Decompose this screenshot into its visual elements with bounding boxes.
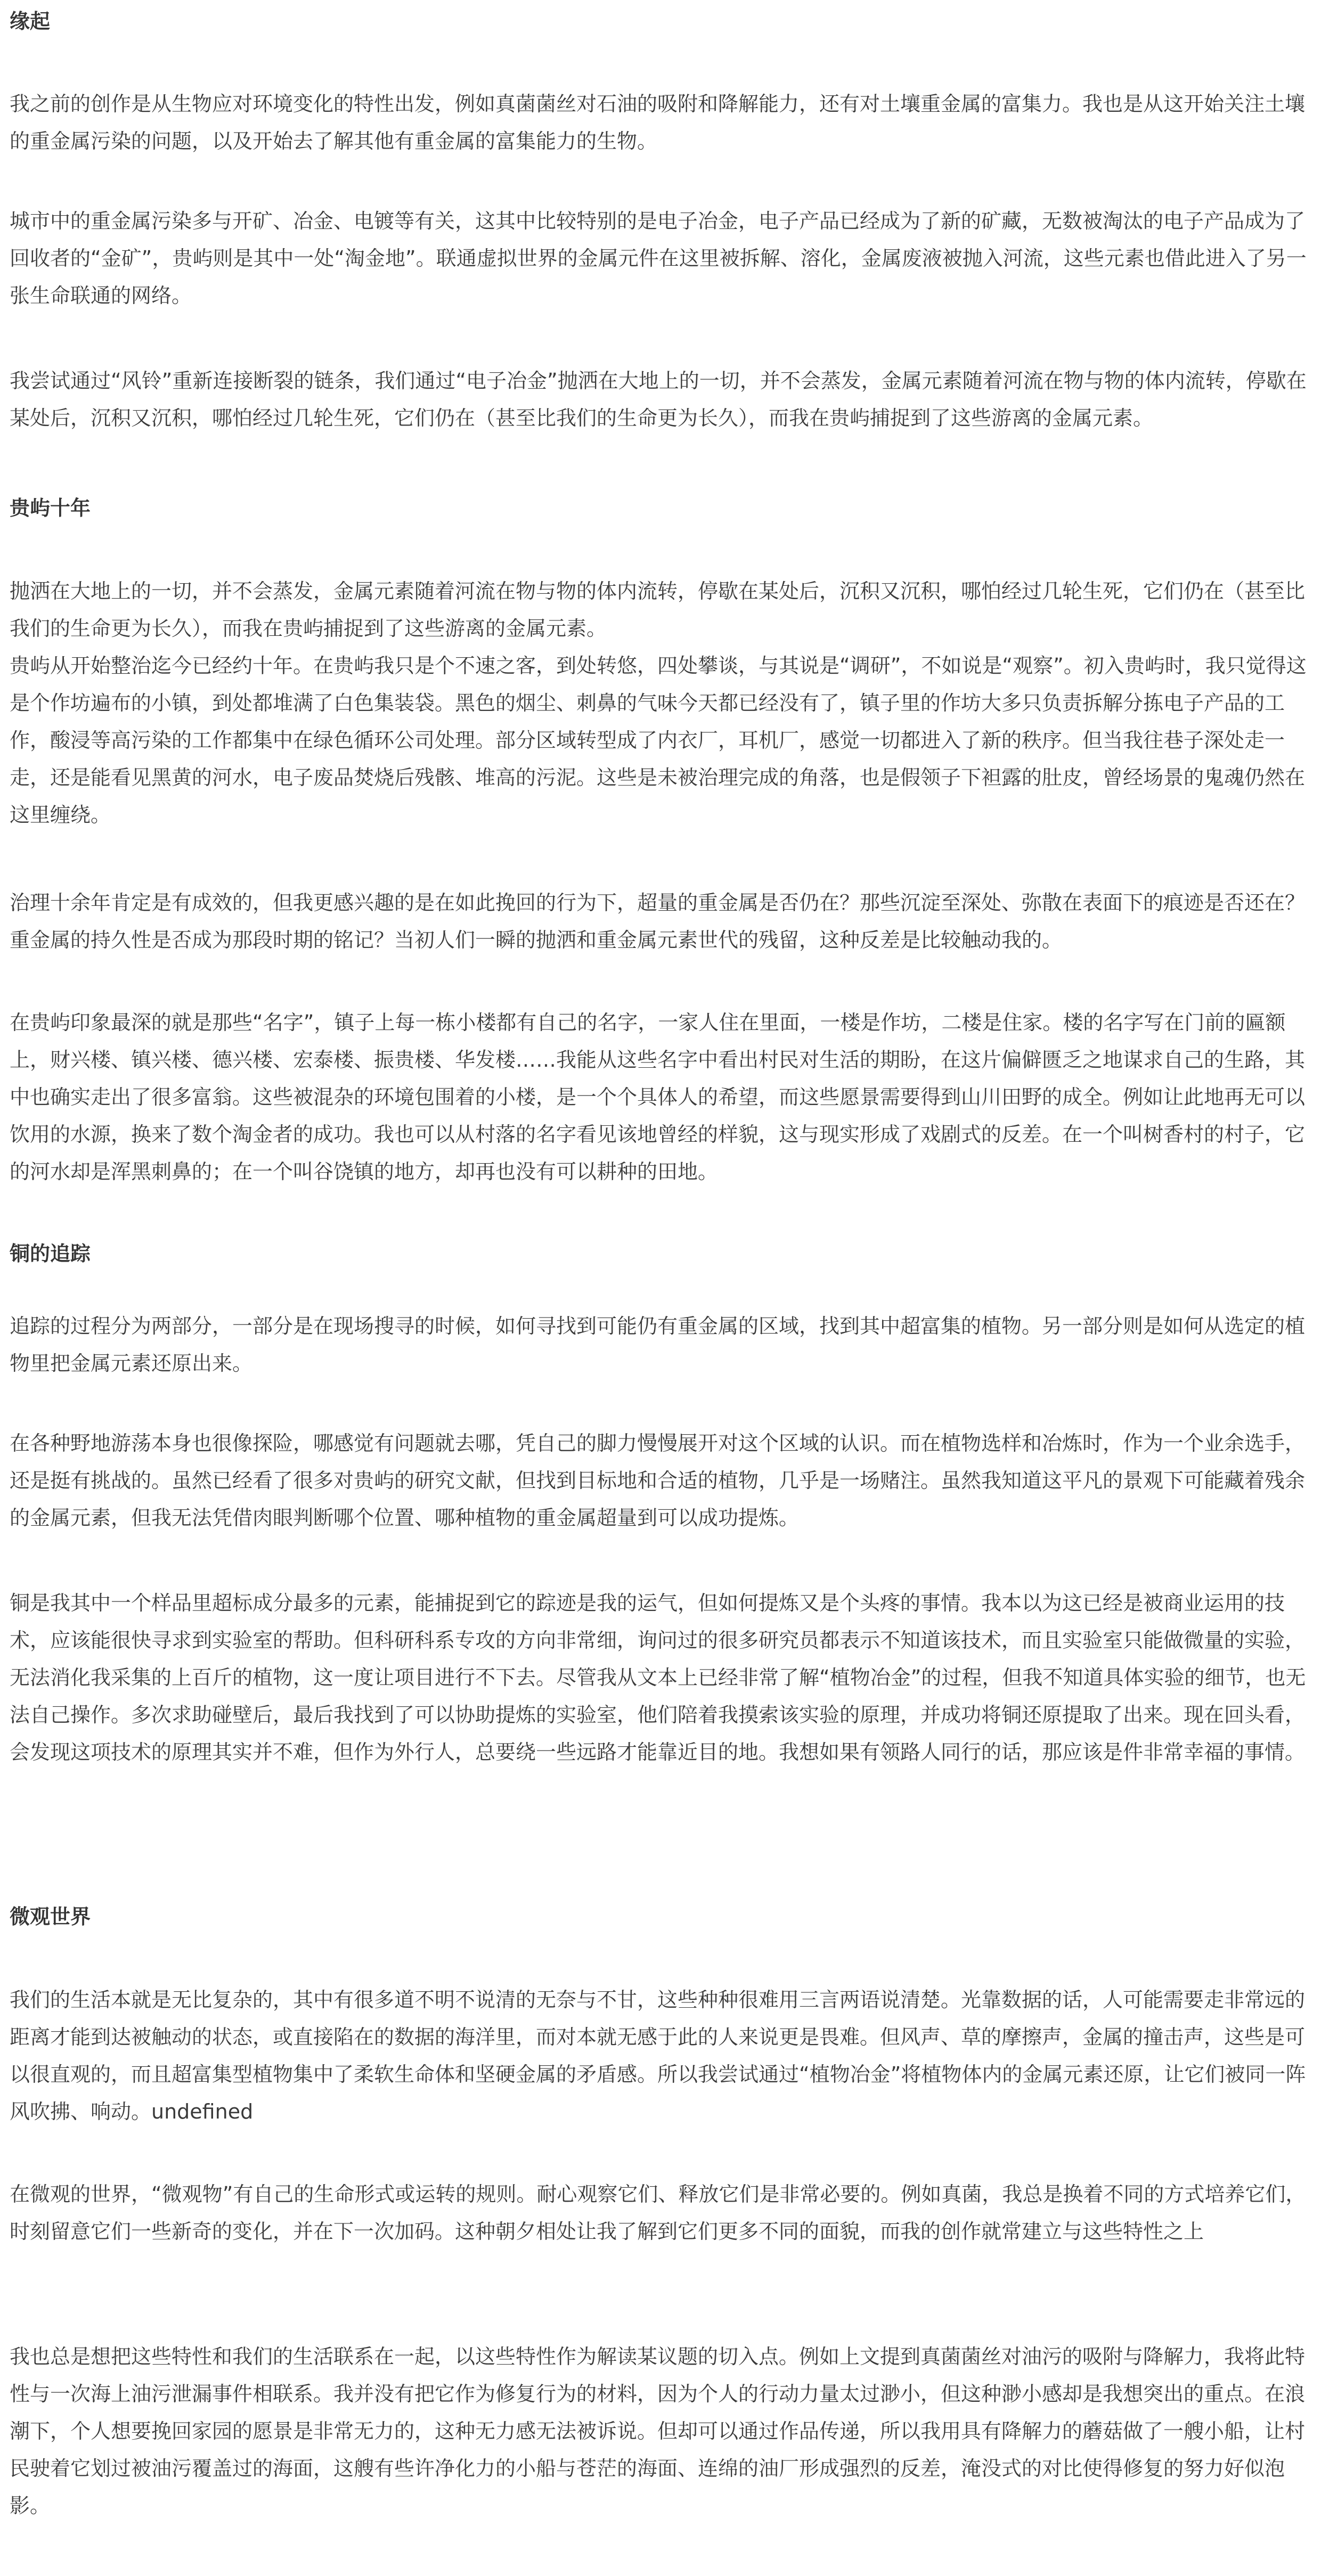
- section-heading-copper-tracking: 铜的追踪: [10, 1242, 91, 1265]
- section-heading-origin: 缘起: [10, 10, 51, 33]
- section-heading-guiyu-decade: 贵屿十年: [10, 496, 91, 520]
- paragraph: 我也总是想把这些特性和我们的生活联系在一起，以这些特性作为解读某议题的切入点。例如上文提到真菌菌丝对油污的吸附与降解力，我将此特性与一次海上油污泄漏事件相联系。我并没有把它作为修复行为的材料，因为个人的行动力量太过渺小，但这种渺小感却是我想突出的重点。在浪潮下，个人想要挽回家园的愿景是非常无力的，这种无力感无法被诉说。但却可以通过作品传递，所以我用具有降解力的蘑菇做了一艘小船，让村民驶着它划过被油污覆盖过的海面，这艘有些许净化力的小船与苍茫的海面、连绵的油厂形成强烈的反差，淹没式的对比使得修复的努力好似泡影。: [10, 2345, 1306, 2517]
- paragraph: 在微观的世界，“微观物”有自己的生命形式或运转的规则。耐心观察它们、释放它们是非常必要的。例如真菌，我总是换着不同的方式培养它们，时刻留意它们一些新奇的变化，并在下一次加码。这种朝夕相处让我了解到它们更多不同的面貌，而我的创作就常建立与这些特性之上: [10, 2182, 1306, 2243]
- paragraph: 城市中的重金属污染多与开矿、冶金、电镀等有关，这其中比较特别的是电子冶金，电子产品已经成为了新的矿藏，无数被淘汰的电子产品成为了回收者的“金矿”，贵屿则是其中一处“淘金地”。联通虚拟世界的金属元件在这里被拆解、溶化，金属废液被抛入河流，这些元素也借此进入了另一张生命联通的网络。: [10, 209, 1307, 307]
- paragraph: 我们的生活本就是无比复杂的，其中有很多道不明不说清的无奈与不甘，这些种种很难用三言两语说清楚。光靠数据的话，人可能需要走非常远的距离才能到达被触动的状态，或直接陷在的数据的海洋里，而对本就无感于此的人来说更是畏难。但风声、草的摩擦声，金属的撞击声，这些是可以很直观的，而且超富集型植物集中了柔软生命体和坚硬金属的矛盾感。所以我尝试通过“植物冶金”将植物体内的金属元素还原，让它们被同一阵风吹拂、响动。undefined: [10, 1988, 1306, 2123]
- paragraph: 抛洒在大地上的一切，并不会蒸发，金属元素随着河流在物与物的体内流转，停歇在某处后，沉积又沉积，哪怕经过几轮生死，它们仍在（甚至比我们的生命更为长久），而我在贵屿捕捉到了这些游离的金属元素。: [10, 579, 1306, 640]
- paragraph: 贵屿从开始整治迄今已经约十年。在贵屿我只是个不速之客，到处转悠，四处攀谈，与其说是“调研”，不如说是“观察”。初入贵屿时，我只觉得这是个作坊遍布的小镇，到处都堆满了白色集装袋。黑色的烟尘、刺鼻的气味今天都已经没有了，镇子里的作坊大多只负责拆解分拣电子产品的工作，酸浸等高污染的工作都集中在绿色循环公司处理。部分区域转型成了内衣厂，耳机厂，感觉一切都进入了新的秩序。但当我往巷子深处走一走，还是能看见黑黄的河水，电子废品焚烧后残骸、堆高的污泥。这些是未被治理完成的角落，也是假领子下袒露的肚皮，曾经场景的鬼魂仍然在这里缠绕。: [10, 654, 1307, 827]
- paragraph: 追踪的过程分为两部分，一部分是在现场搜寻的时候，如何寻找到可能仍有重金属的区域，找到其中超富集的植物。另一部分则是如何从选定的植物里把金属元素还原出来。: [10, 1314, 1306, 1375]
- paragraph: 铜是我其中一个样品里超标成分最多的元素，能捕捉到它的踪迹是我的运气，但如何提炼又是个头疼的事情。我本以为这已经是被商业运用的技术，应该能很快寻求到实验室的帮助。但科研科系专攻的方向非常细，询问过的很多研究员都表示不知道该技术，而且实验室只能做微量的实验，无法消化我采集的上百斤的植物，这一度让项目进行不下去。尽管我从文本上已经非常了解“植物冶金”的过程，但我不知道具体实验的细节，也无法自己操作。多次求助碰壁后，最后我找到了可以协助提炼的实验室，他们陪着我摸索该实验的原理，并成功将铜还原提取了出来。现在回头看，会发现这项技术的原理其实并不难，但作为外行人，总要绕一些远路才能靠近目的地。我想如果有领路人同行的话，那应该是件非常幸福的事情。: [10, 1591, 1306, 1764]
- paragraph: 在各种野地游荡本身也很像探险，哪感觉有问题就去哪，凭自己的脚力慢慢展开对这个区域的认识。而在植物选样和冶炼时，作为一个业余选手，还是挺有挑战的。虽然已经看了很多对贵屿的研究文献，但找到目标地和合适的植物，几乎是一场赌注。虽然我知道这平凡的景观下可能藏着残余的金属元素，但我无法凭借肉眼判断哪个位置、哪种植物的重金属超量到可以成功提炼。: [10, 1432, 1306, 1530]
- paragraph: 我之前的创作是从生物应对环境变化的特性出发，例如真菌菌丝对石油的吸附和降解能力，还有对土壤重金属的富集力。我也是从这开始关注土壤的重金属污染的问题，以及开始去了解其他有重金属的富集能力的生物。: [10, 92, 1306, 153]
- paragraph: 治理十余年肯定是有成效的，但我更感兴趣的是在如此挽回的行为下，超量的重金属是否仍在？那些沉淀至深处、弥散在表面下的痕迹是否还在？重金属的持久性是否成为那段时期的铭记？当初人们一瞬的抛洒和重金属元素世代的残留，这种反差是比较触动我的。: [10, 891, 1306, 952]
- paragraph: 在贵屿印象最深的就是那些“名字”，镇子上每一栋小楼都有自己的名字，一家人住在里面，一楼是作坊，二楼是住家。楼的名字写在门前的匾额上，财兴楼、镇兴楼、德兴楼、宏泰楼、振贵楼、华发楼……我能从这些名字中看出村民对生活的期盼，在这片偏僻匮乏之地谋求自己的生路，其中也确实走出了很多富翁。这些被混杂的环境包围着的小楼，是一个个具体人的希望，而这些愿景需要得到山川田野的成全。例如让此地再无可以饮用的水源，换来了数个淘金者的成功。我也可以从村落的名字看见该地曾经的样貌，这与现实形成了戏剧式的反差。在一个叫树香村的村子，它的河水却是浑黑刺鼻的；在一个叫谷饶镇的地方，却再也没有可以耕种的田地。: [10, 1011, 1306, 1183]
- paragraph: 我尝试通过“风铃”重新连接断裂的链条，我们通过“电子冶金”抛洒在大地上的一切，并不会蒸发，金属元素随着河流在物与物的体内流转，停歇在某处后，沉积又沉积，哪怕经过几轮生死，它们仍在（甚至比我们的生命更为长久），而我在贵屿捕捉到了这些游离的金属元素。: [10, 369, 1307, 430]
- section-heading-micro-world: 微观世界: [10, 1905, 91, 1928]
